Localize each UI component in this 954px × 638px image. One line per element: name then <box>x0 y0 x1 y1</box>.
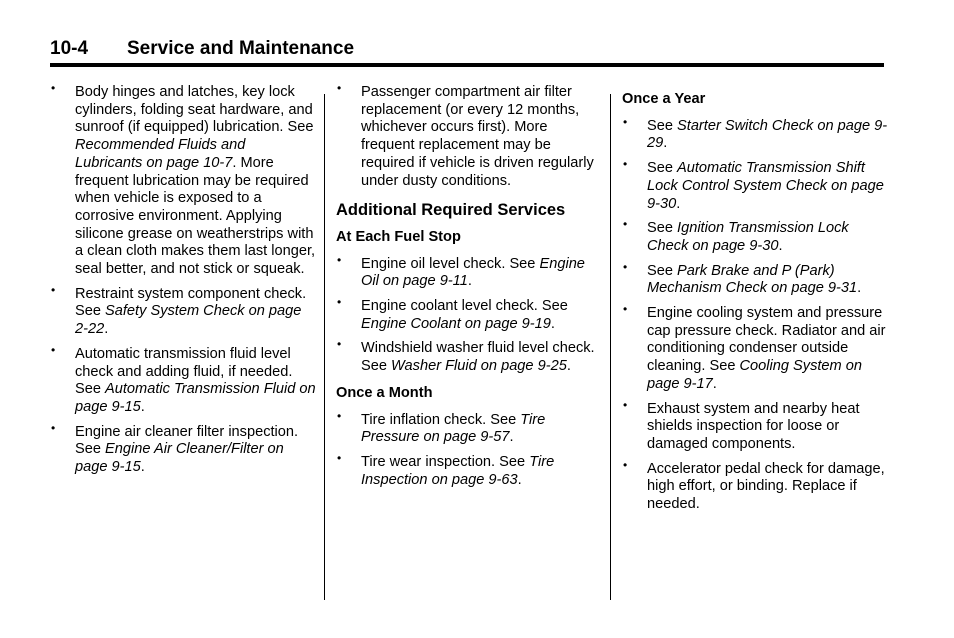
section-heading: Additional Required Services <box>336 201 566 220</box>
bullet-icon: • <box>51 342 56 357</box>
item-text: Exhaust system and nearby heat shields inspection for loose or damaged components. <box>647 400 860 452</box>
column-3 <box>620 84 888 521</box>
item-text: Passenger compartment air filter replacement (or every 12 months, whichever occurs first). More frequent replacement may be required if vehicle is driven regularly under dusty conditions. <box>361 84 594 189</box>
bullet-icon: • <box>51 282 56 297</box>
page-reference: Recommended Fluids and Lubricants on page 10-7 <box>75 137 246 171</box>
item-text: Tire inflation check. See <box>361 411 521 428</box>
page-reference: Tire Inspection on page 9-63 <box>361 453 555 488</box>
item-text: Engine air cleaner filter inspection. See <box>75 423 299 458</box>
bullet-icon: • <box>623 457 628 472</box>
page-reference: Engine Oil on page 9-11 <box>361 255 585 290</box>
page-reference: Tire Pressure on page 9-57 <box>361 411 546 446</box>
page-reference: Automatic Transmission Fluid on page 9-15 <box>75 381 316 415</box>
list-item <box>620 114 888 153</box>
page-title: Service and Maintenance <box>127 38 355 59</box>
bullet-icon: • <box>623 302 628 317</box>
list-item <box>334 295 602 333</box>
page-reference: Automatic Transmission Shift Lock Control System Check on page 9-30 <box>647 160 884 212</box>
bullet-list <box>334 81 602 190</box>
page-header <box>50 38 884 64</box>
header-rule <box>50 63 884 67</box>
item-text: . More frequent lubrication may be required when vehicle is exposed to a corrosive environment. Applying silicone grease on weatherstrips with a clean cloth makes them last longer, seal better, and not stick or squeak. <box>75 154 316 278</box>
list-item <box>334 81 602 190</box>
bullet-icon: • <box>623 397 628 412</box>
page-reference: Starter Switch Check on page 9-29 <box>647 117 888 152</box>
bullet-icon: • <box>337 408 342 423</box>
item-text: . <box>712 375 717 392</box>
list-item <box>48 81 316 279</box>
bullet-list <box>334 252 602 376</box>
list-item <box>620 259 888 298</box>
list-item <box>334 337 602 375</box>
page-reference: Engine Air Cleaner/Filter on page 9-15 <box>75 441 284 476</box>
item-text: . <box>663 135 668 152</box>
bullet-list <box>334 408 602 490</box>
page-reference: Safety System Check on page 2-22 <box>75 303 302 338</box>
item-text: . <box>517 471 522 488</box>
bullet-icon: • <box>337 450 342 465</box>
column-2 <box>334 81 602 496</box>
item-text: See <box>647 117 678 134</box>
bullet-list <box>620 114 888 514</box>
subsection-heading: Once a Year <box>622 91 706 107</box>
column-1 <box>48 81 316 484</box>
item-text: Engine cooling system and pressure cap pressure check. Radiator and air conditioning condenser outside cleaning. See <box>647 305 886 375</box>
column-divider <box>324 94 325 600</box>
item-text: Restraint system component check. See <box>75 285 307 320</box>
bullet-icon: • <box>337 337 342 352</box>
item-text: . <box>140 398 145 415</box>
item-text: . <box>509 429 514 446</box>
list-item <box>334 450 602 489</box>
list-item <box>334 252 602 291</box>
item-text: . <box>104 321 109 338</box>
item-text: Engine oil level check. See <box>361 255 540 272</box>
list-item <box>334 408 602 447</box>
page-number: 10-4 <box>50 38 89 59</box>
list-item <box>620 397 888 454</box>
list-item <box>620 157 888 213</box>
item-text: . <box>467 273 472 290</box>
item-text: Windshield washer fluid level check. See <box>361 340 595 375</box>
item-text: . <box>550 315 555 332</box>
list-item <box>620 217 888 255</box>
column-divider <box>610 94 611 600</box>
item-text: Tire wear inspection. See <box>361 453 530 470</box>
list-item <box>48 282 316 339</box>
item-text: Engine coolant level check. See <box>361 298 568 315</box>
item-text: . <box>676 195 681 212</box>
item-text: Automatic transmission fluid level check and adding fluid, if needed. See <box>75 345 293 398</box>
page-reference: Park Brake and P (Park) Mechanism Check on page 9-31 <box>647 262 858 297</box>
subsection-heading: At Each Fuel Stop <box>336 228 461 245</box>
item-text: . <box>140 459 145 476</box>
list-item <box>620 457 888 514</box>
bullet-icon: • <box>337 295 342 310</box>
item-text: See <box>647 220 678 237</box>
bullet-icon: • <box>51 81 56 95</box>
bullet-list <box>48 81 316 477</box>
bullet-icon: • <box>623 114 628 129</box>
list-item <box>48 420 316 477</box>
list-item <box>620 302 888 394</box>
bullet-icon: • <box>623 157 628 172</box>
bullet-icon: • <box>51 420 56 435</box>
page-reference: Cooling System on page 9-17 <box>647 358 862 392</box>
item-text: See <box>647 262 678 279</box>
list-item <box>48 342 316 417</box>
page-reference: Ignition Transmission Lock Check on page 9-30 <box>647 220 849 254</box>
bullet-icon: • <box>623 259 628 274</box>
subsection-heading: Once a Month <box>336 384 433 401</box>
item-text: Accelerator pedal check for damage, high effort, or binding. Replace if needed. <box>647 460 885 513</box>
bullet-icon: • <box>337 81 342 95</box>
page-reference: Engine Coolant on page 9-19 <box>361 315 551 332</box>
item-text: Body hinges and latches, key lock cylinders, folding seat hardware, and sunroof (if equipped) lubrication. See <box>75 84 314 136</box>
item-text: . <box>778 237 783 254</box>
item-text: . <box>566 358 571 375</box>
page-reference: Washer Fluid on page 9-25 <box>391 358 567 375</box>
bullet-icon: • <box>623 217 628 232</box>
bullet-icon: • <box>337 252 342 267</box>
item-text: . <box>857 280 862 297</box>
item-text: See <box>647 160 678 177</box>
